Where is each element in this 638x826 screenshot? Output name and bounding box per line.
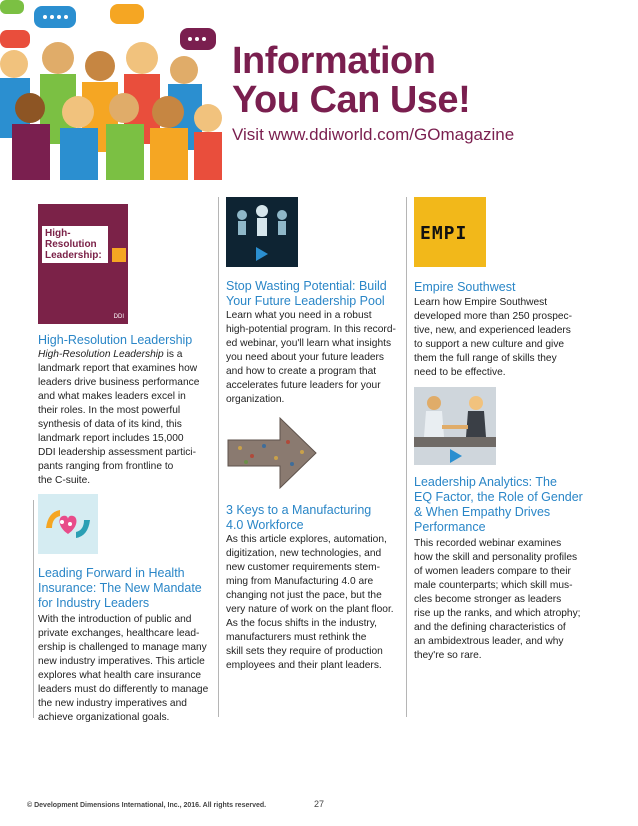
body-line: explores what health care insurance [38,670,202,681]
body-line: cles become stronger as leaders [414,594,562,605]
copyright-footer: © Development Dimensions International, Inc., 2016. All rights reserved. [27,802,267,809]
report-cover-title: High-Resolution Leadership: [42,226,108,263]
heading-line: for Industry Leaders [38,596,150,610]
item-heading-stop-wasting[interactable] [226,279,387,309]
item-heading-leading-forward[interactable] [38,566,202,611]
body-line-text: is a [163,349,183,360]
body-line: new customer requirements stem- [226,562,380,573]
body-line: achieve organizational goals. [38,712,170,723]
report-cover-brand: DDI [113,314,124,320]
body-line: pants ranging from frontline to [38,461,174,472]
body-line: ed webinar, you'll learn what insights [226,338,392,349]
body-line: how the skill and personality profiles [414,552,578,563]
item-heading-manufacturing[interactable] [226,503,371,533]
page-number: 27 [314,799,325,809]
item-body-leadership-analytics [414,537,614,663]
body-line: With the introduction of public and [38,614,192,625]
body-line: DDI leadership assessment partici- [38,447,196,458]
body-line: of women leaders compare to their [414,566,571,577]
heading-line: Your Future Leadership Pool [226,294,385,308]
body-line: the new industry imperatives and [38,698,187,709]
heading-line: Leadership Analytics: The [414,475,557,489]
body-line: Learn what you need in a robust [226,310,372,321]
body-line: and the defining characteristics of [414,622,566,633]
body-line: As this article explores, automation, [226,534,387,545]
body-line: private exchanges, healthcare lead- [38,628,200,639]
heading-line: 4.0 Workforce [226,518,304,532]
body-line: synthesis of data of its kind, this [38,419,182,430]
item-body-leading-forward [38,613,216,725]
item-heading-high-resolution[interactable]: High-Resolution Leadership [38,333,193,347]
item-heading-empire-southwest[interactable]: Empire Southwest [414,280,516,294]
body-line: high-potential program. In this record- [226,324,396,335]
body-line: ming from Manufacturing 4.0 are [226,576,374,587]
title-line-2: You Can Use! [232,79,471,121]
body-line: and what makes leaders excel in [38,391,186,402]
heading-line: EQ Factor, the Role of Gender [414,490,583,504]
cover-graphic [112,248,126,262]
body-line: changing not just the pace, but the [226,590,382,601]
body-line: you need about your future leaders [226,352,385,363]
body-line: male counterparts; which skill mus- [414,580,573,591]
body-line: accelerates future leaders for your [226,380,381,391]
body-line: new industry imperatives. This article [38,656,205,667]
column-divider-1 [33,500,34,718]
item-body-manufacturing [226,533,406,673]
item-heading-leadership-analytics[interactable] [414,475,583,535]
heading-line: 3 Keys to a Manufacturing [226,503,372,517]
column-divider-2 [218,197,219,717]
body-line: This recorded webinar examines [414,538,562,549]
body-line: developed more than 250 prospec- [414,311,573,322]
body-line: manufacturers must rethink the [226,632,367,643]
body-line: ership is challenged to manage many [38,642,207,653]
body-line: digitization, new technologies, and [226,548,382,559]
body-line: them the full range of skills they [414,353,557,364]
heading-line: Stop Wasting Potential: Build [226,279,387,293]
empi-logo-text: EMPI [420,223,468,244]
item-body-stop-wasting [226,309,404,407]
body-line: they're so rare. [414,650,482,661]
people-speech-bubbles-illustration [0,0,222,180]
body-line: their roles. In the most powerful [38,405,181,416]
webinar-thumbnail-future-leaders[interactable] [226,197,298,267]
body-line: need to be effective. [414,367,506,378]
heading-line: Insurance: The New Mandate [38,581,202,595]
title-line-1: Information [232,40,436,82]
body-line: landmark report includes 15,000 [38,433,184,444]
body-line [38,348,214,362]
body-line: As the focus shifts in the industry, [226,618,377,629]
report-cover-image [38,204,128,324]
body-line: and how to create a program that [226,366,377,377]
body-line: employees and their plant leaders. [226,660,382,671]
body-line: skill sets they require of production [226,646,383,657]
page-title [232,42,470,120]
heading-line: Performance [414,520,486,534]
arrow-of-people-image [226,412,318,494]
body-line: Learn how Empire Southwest [414,297,548,308]
body-line: landmark report that examines how [38,363,198,374]
body-line: leaders drive business performance [38,377,200,388]
body-line: organization. [226,394,285,405]
heading-line: & When Empathy Drives [414,505,551,519]
body-line: to support a new culture and give [414,339,565,350]
body-line: very nature of work on the plant floor. [226,604,394,615]
heading-line: Leading Forward in Health [38,566,185,580]
column-divider-3 [406,197,407,717]
visit-url[interactable]: Visit www.ddiworld.com/GOmagazine [232,125,515,144]
body-line: leaders must do differently to manage [38,684,209,695]
webinar-thumbnail-arm-wrestling[interactable] [414,387,496,465]
body-italic-title: High-Resolution Leadership [38,349,164,360]
body-line: an ambidextrous leader, and why [414,636,564,647]
empi-logo [414,197,486,267]
item-body-high-resolution [38,348,214,488]
body-line: rise up the ranks, and which atrophy; [414,608,581,619]
body-line: tive, new, and experienced leaders [414,325,571,336]
body-line: the C-suite. [38,475,91,486]
item-body-empire-southwest [414,296,604,380]
healthcare-heart-hands-image [38,494,98,554]
